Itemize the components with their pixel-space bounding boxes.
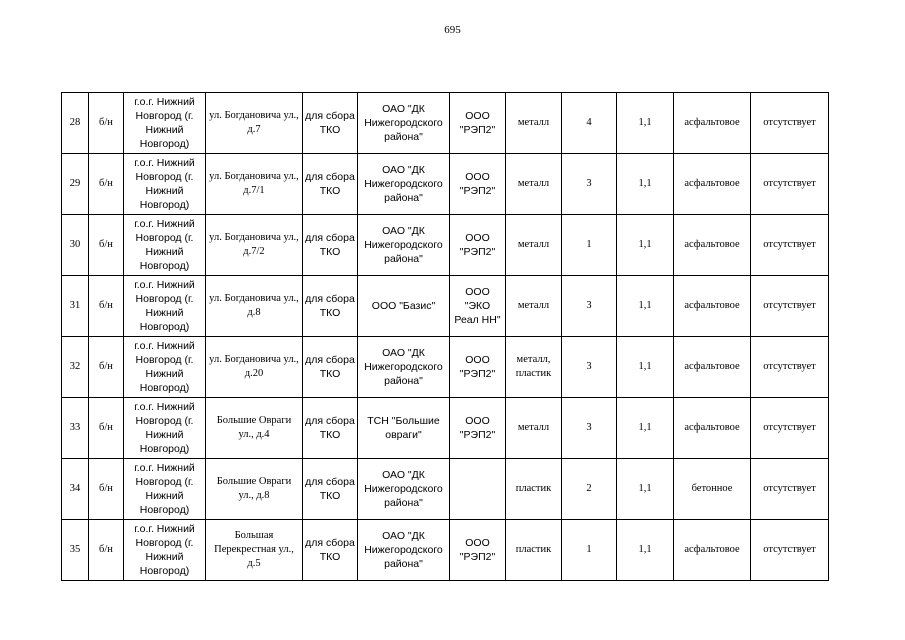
table-row <box>62 337 829 398</box>
locality-cell: г.о.г. Нижний Новгород (г. Нижний Новгород) <box>124 459 206 520</box>
row-number-cell: 34 <box>62 459 89 520</box>
material-cell: металл <box>506 154 562 215</box>
purpose-cell: для сбора ТКО <box>303 276 358 337</box>
owner-cell: ОАО "ДК Нижегородского района" <box>358 215 450 276</box>
fence-cell: отсутствует <box>751 154 829 215</box>
container-volume-cell: 1,1 <box>617 276 674 337</box>
operator-cell: ООО "РЭП2" <box>450 520 506 581</box>
owner-cell: ТСН "Большие овраги" <box>358 398 450 459</box>
container-volume-cell: 1,1 <box>617 459 674 520</box>
record-id-cell: б/н <box>89 215 124 276</box>
operator-cell: ООО "РЭП2" <box>450 337 506 398</box>
purpose-cell: для сбора ТКО <box>303 154 358 215</box>
table-row <box>62 93 829 154</box>
container-volume-cell: 1,1 <box>617 337 674 398</box>
address-cell: ул. Богдановича ул., д.7/1 <box>206 154 303 215</box>
material-cell: металл <box>506 215 562 276</box>
material-cell: пластик <box>506 520 562 581</box>
fence-cell: отсутствует <box>751 337 829 398</box>
address-cell: Большая Перекрестная ул., д.5 <box>206 520 303 581</box>
record-id-cell: б/н <box>89 276 124 337</box>
material-cell: металл <box>506 93 562 154</box>
address-cell: ул. Богдановича ул., д.20 <box>206 337 303 398</box>
container-count-cell: 3 <box>562 398 617 459</box>
purpose-cell: для сбора ТКО <box>303 93 358 154</box>
purpose-cell: для сбора ТКО <box>303 337 358 398</box>
row-number-cell: 31 <box>62 276 89 337</box>
surface-type-cell: асфальтовое <box>674 154 751 215</box>
owner-cell: ОАО "ДК Нижегородского района" <box>358 93 450 154</box>
surface-type-cell: асфальтовое <box>674 276 751 337</box>
container-count-cell: 3 <box>562 276 617 337</box>
operator-cell: ООО "РЭП2" <box>450 215 506 276</box>
container-volume-cell: 1,1 <box>617 93 674 154</box>
record-id-cell: б/н <box>89 520 124 581</box>
surface-type-cell: асфальтовое <box>674 520 751 581</box>
surface-type-cell: асфальтовое <box>674 93 751 154</box>
surface-type-cell: асфальтовое <box>674 215 751 276</box>
table-row <box>62 154 829 215</box>
surface-type-cell: бетонное <box>674 459 751 520</box>
locality-cell: г.о.г. Нижний Новгород (г. Нижний Новгород) <box>124 276 206 337</box>
address-cell: ул. Богдановича ул., д.7 <box>206 93 303 154</box>
surface-type-cell: асфальтовое <box>674 398 751 459</box>
owner-cell: ОАО "ДК Нижегородского района" <box>358 520 450 581</box>
fence-cell: отсутствует <box>751 93 829 154</box>
purpose-cell: для сбора ТКО <box>303 520 358 581</box>
operator-cell: ООО "РЭП2" <box>450 154 506 215</box>
address-cell: ул. Богдановича ул., д.8 <box>206 276 303 337</box>
surface-type-cell: асфальтовое <box>674 337 751 398</box>
material-cell: металл <box>506 398 562 459</box>
row-number-cell: 33 <box>62 398 89 459</box>
container-count-cell: 3 <box>562 337 617 398</box>
fence-cell: отсутствует <box>751 459 829 520</box>
locality-cell: г.о.г. Нижний Новгород (г. Нижний Новгород) <box>124 398 206 459</box>
container-volume-cell: 1,1 <box>617 520 674 581</box>
record-id-cell: б/н <box>89 459 124 520</box>
address-cell: Большие Овраги ул., д.4 <box>206 398 303 459</box>
locality-cell: г.о.г. Нижний Новгород (г. Нижний Новгород) <box>124 154 206 215</box>
locality-cell: г.о.г. Нижний Новгород (г. Нижний Новгород) <box>124 93 206 154</box>
owner-cell: ООО "Базис" <box>358 276 450 337</box>
container-count-cell: 2 <box>562 459 617 520</box>
table-row <box>62 459 829 520</box>
locality-cell: г.о.г. Нижний Новгород (г. Нижний Новгород) <box>124 215 206 276</box>
table-body <box>62 93 829 581</box>
operator-cell: ООО "ЭКО Реал НН" <box>450 276 506 337</box>
page-number: 695 <box>444 24 461 36</box>
address-cell: Большие Овраги ул., д.8 <box>206 459 303 520</box>
record-id-cell: б/н <box>89 337 124 398</box>
container-volume-cell: 1,1 <box>617 215 674 276</box>
table-row <box>62 398 829 459</box>
operator-cell: ООО "РЭП2" <box>450 93 506 154</box>
record-id-cell: б/н <box>89 93 124 154</box>
row-number-cell: 32 <box>62 337 89 398</box>
fence-cell: отсутствует <box>751 215 829 276</box>
row-number-cell: 30 <box>62 215 89 276</box>
container-volume-cell: 1,1 <box>617 154 674 215</box>
container-count-cell: 1 <box>562 215 617 276</box>
record-id-cell: б/н <box>89 398 124 459</box>
material-cell: металл, пластик <box>506 337 562 398</box>
registry-table <box>61 92 829 581</box>
locality-cell: г.о.г. Нижний Новгород (г. Нижний Новгород) <box>124 337 206 398</box>
address-cell: ул. Богдановича ул., д.7/2 <box>206 215 303 276</box>
table-row <box>62 276 829 337</box>
container-count-cell: 3 <box>562 154 617 215</box>
locality-cell: г.о.г. Нижний Новгород (г. Нижний Новгород) <box>124 520 206 581</box>
row-number-cell: 29 <box>62 154 89 215</box>
fence-cell: отсутствует <box>751 520 829 581</box>
operator-cell: ООО "РЭП2" <box>450 398 506 459</box>
material-cell: пластик <box>506 459 562 520</box>
row-number-cell: 35 <box>62 520 89 581</box>
material-cell: металл <box>506 276 562 337</box>
operator-cell <box>450 459 506 520</box>
owner-cell: ОАО "ДК Нижегородского района" <box>358 337 450 398</box>
record-id-cell: б/н <box>89 154 124 215</box>
container-volume-cell: 1,1 <box>617 398 674 459</box>
container-count-cell: 4 <box>562 93 617 154</box>
purpose-cell: для сбора ТКО <box>303 398 358 459</box>
owner-cell: ОАО "ДК Нижегородского района" <box>358 459 450 520</box>
row-number-cell: 28 <box>62 93 89 154</box>
table-row <box>62 520 829 581</box>
owner-cell: ОАО "ДК Нижегородского района" <box>358 154 450 215</box>
purpose-cell: для сбора ТКО <box>303 459 358 520</box>
fence-cell: отсутствует <box>751 398 829 459</box>
container-count-cell: 1 <box>562 520 617 581</box>
table-row <box>62 215 829 276</box>
purpose-cell: для сбора ТКО <box>303 215 358 276</box>
fence-cell: отсутствует <box>751 276 829 337</box>
